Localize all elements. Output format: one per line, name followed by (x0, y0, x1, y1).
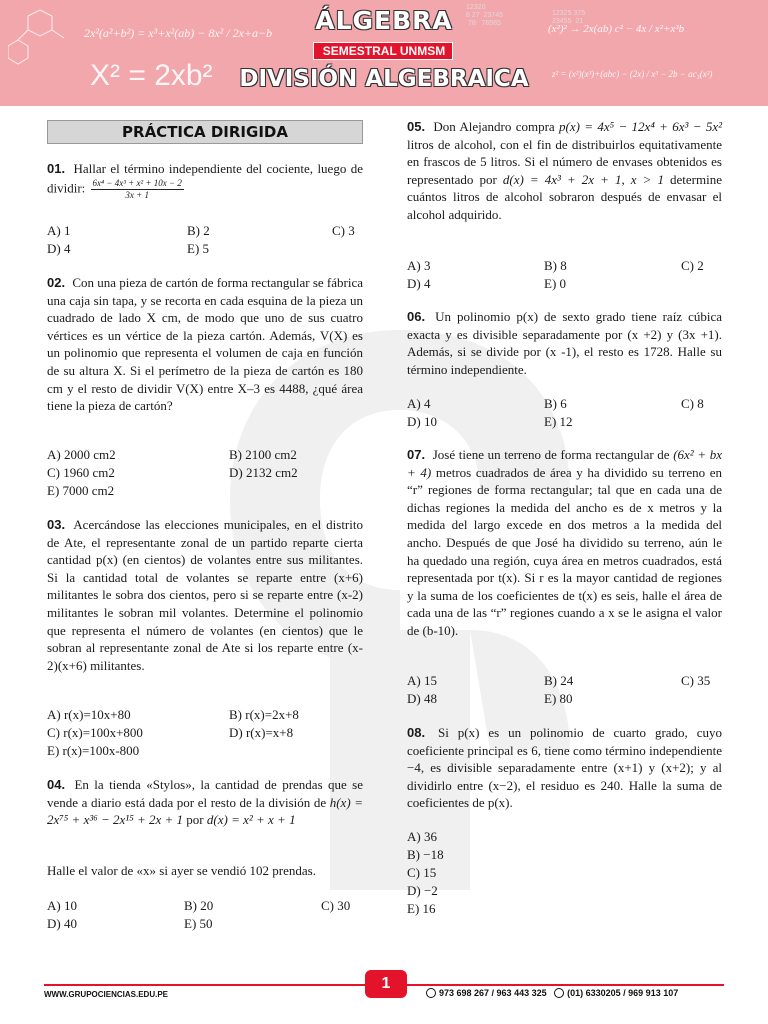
math-expression: h(x) = 2x⁷⁵ + x³⁶ − 2x¹⁵ + 2x + 1 (47, 794, 364, 828)
math-expression: d(x) = x² + x + 1 (206, 812, 296, 828)
option-e: E) 16 (407, 901, 436, 916)
option-d: D) 4 (407, 276, 431, 291)
option-e: E) 5 (187, 241, 210, 256)
question-03 (47, 516, 363, 674)
course-badge (313, 42, 453, 60)
question-text: Acercándose las elecciones municipales, en el distrito de Ate, el representante zonal de un partido reparte cierta cantidad p(x) (en cientos) de volantes entre sus militantes. Si la cantidad total de volantes se reparte entre (x+6) militantes le sobra dos cientos, pero si se reparte entre (x-2) militantes le sobran mil volantes. Determine el polinomio que representa el número de volantes (en cientos) que le sobran al representante zonal de Ate si los reparte entre (x-2)(x+6) militantes. (47, 517, 363, 673)
option-e: E) 12 (544, 414, 573, 429)
option-c: C) 8 (681, 396, 704, 411)
question-08 (407, 724, 722, 812)
option-b: B) −18 (407, 847, 444, 862)
fraction-denominator: 3x + 1 (125, 189, 149, 200)
decorative-formula: z² = (x²)(x³)+(abc) − (2x) / x³ − 2b − ac₃(x²) (552, 69, 713, 79)
question-04 (47, 776, 363, 829)
option-a: A) r(x)=10x+80 (47, 707, 131, 722)
section-title: PRÁCTICA DIRIGIDA (47, 120, 363, 144)
option-b: B) 24 (544, 673, 574, 688)
question-text: determine cuántos litros de alcohol sobraron después de envasar el alcohol adquirido. (407, 171, 723, 222)
option-a: A) 15 (407, 673, 437, 688)
question-text: Con una pieza de cartón de forma rectangular se fábrica una caja sin tapa, y se recorta en cada esquina de la pieza un cuadrado de lado X cm, de modo que uno de sus cuatro vértices es un vértice de la pieza cartón. Además, V(X) es un polinomio que representa el volumen de caja en función de su altura X. Si el perímetro de la pieza de cartón es 180 cm y el resto de dividir V(X) entre X–3 es 4488, ¿qué área tiene la pieza de cartón? (47, 275, 364, 414)
math-expression: p(x) = 4x⁵ − 12x⁴ + 6x³ − 5x² (559, 119, 723, 134)
option-d: D) 40 (47, 916, 77, 931)
option-c: C) 3 (332, 223, 355, 238)
option-c: C) 15 (407, 865, 437, 880)
question-01 (47, 160, 363, 201)
question-number: 07. (407, 447, 426, 462)
option-b: B) 2 (187, 223, 210, 238)
option-e: E) 0 (544, 276, 567, 291)
question-04-prompt (47, 862, 363, 880)
option-b: B) 8 (544, 258, 567, 273)
option-d: D) 48 (407, 691, 437, 706)
option-b: B) 20 (184, 898, 214, 913)
question-text: Un polinomio p(x) de sexto grado tiene raíz cúbica exacta y es divisible separadamente por (x +2) y (3x +1). Además, si se divide por (x -1), el resto es 1728. Halle su término independiente. (407, 309, 722, 377)
option-b: B) r(x)=2x+8 (229, 707, 299, 722)
option-a: A) 4 (407, 396, 431, 411)
course-label: SEMESTRAL UNMSM (322, 44, 446, 58)
option-a: A) 36 (407, 829, 437, 844)
option-e: E) 80 (544, 691, 573, 706)
decorative-numbers: 12325 375 23455 21 (552, 10, 586, 25)
math-expression: d(x) = 4x³ + 2x + 1, x > 1 (502, 171, 664, 187)
question-number: 04. (47, 777, 66, 792)
option-d: D) 4 (47, 241, 71, 256)
option-e: E) 7000 cm2 (47, 483, 115, 498)
question-text: Hallar el término independiente del cociente, luego de dividir: (47, 161, 363, 196)
question-text: metros cuadrados de área y ha dividido su terreno en “r” regiones de forma rectangular; tal que en cada una de dichas regiones la medida del ancho es de x metros y la medida del largo excede en dos metros a la medida del ancho. Después de que José ha dividido su terreno, aún le ha quedado una región, cuya área en metros cuadrados, está representada por t(x). Si r es la mayor cantidad de regiones y la suma de los coeficientes de t(x) es seis, halle el área de cada una de las “r” regiones cuando a x se le asigna el valor de (b-10). (407, 464, 723, 638)
fraction (91, 178, 184, 201)
question-number: 03. (47, 517, 66, 532)
question-text: En la tienda «Stylos», la cantidad de prendas que se vende a diario está dada por el resto de la división de (47, 777, 364, 810)
phone-icon (554, 988, 564, 998)
question-02 (47, 274, 363, 415)
question-text: Si p(x) es un polinomio de cuarto grado, cuyo coeficiente principal es 6, tiene como término independiente −4, es divisible separadamente entre (x+1) y (x+2); y al dividirlo entre (x−2), el residuo es 240. Halle la suma de coeficientes de p(x). (407, 725, 722, 811)
option-c: C) 1960 cm2 (47, 465, 115, 480)
option-d: D) r(x)=x+8 (229, 725, 294, 740)
question-number: 02. (47, 275, 66, 290)
option-e: E) 50 (184, 916, 213, 931)
footer-contacts (426, 988, 678, 998)
option-b: B) 2100 cm2 (229, 447, 297, 462)
question-number: 06. (407, 309, 426, 324)
option-d: D) −2 (407, 883, 438, 898)
option-b: B) 6 (544, 396, 567, 411)
decorative-formula: (x²)² → 2x(ab) c² − 4x / x²+x³b (548, 23, 685, 35)
question-05 (407, 118, 722, 224)
question-number: 05. (407, 119, 426, 134)
landline-numbers: (01) 6330205 / 969 913 107 (567, 988, 679, 998)
page-header (0, 0, 768, 106)
option-c: C) 30 (321, 898, 351, 913)
website-link[interactable]: WWW.GRUPOCIENCIAS.EDU.PE (44, 990, 169, 999)
page-number: 1 (365, 970, 407, 998)
option-d: D) 10 (407, 414, 437, 429)
option-d: D) 2132 cm2 (229, 465, 298, 480)
subject-title: ÁLGEBRA (315, 6, 453, 35)
option-a: A) 3 (407, 258, 431, 273)
question-text: Halle el valor de «x» si ayer se vendió 102 prendas. (47, 863, 316, 878)
question-text: Don Alejandro compra (433, 119, 555, 134)
option-a: A) 10 (47, 898, 77, 913)
question-text: por (186, 812, 204, 828)
decorative-formula: 2x²(a²+b²) = x³+x²(ab) − 8x² / 2x+a−b (84, 26, 273, 40)
phone-numbers: 973 698 267 / 963 443 325 (439, 988, 547, 998)
question-text: litros de alcohol, con el fin de distribuirlos equitativamente en frascos de 5 litros. Si el número de envases obtenidos es representado por (407, 136, 722, 187)
option-c: C) r(x)=100x+800 (47, 725, 143, 740)
option-c: C) 35 (681, 673, 711, 688)
whatsapp-icon (426, 988, 436, 998)
question-number: 08. (407, 725, 426, 740)
question-number: 01. (47, 161, 66, 176)
question-07 (407, 446, 722, 640)
option-a: A) 2000 cm2 (47, 447, 116, 462)
option-c: C) 2 (681, 258, 704, 273)
question-06 (407, 308, 722, 378)
decorative-numbers: 12320 8 27 23745 78 76565 (466, 4, 503, 27)
fraction-numerator: 6x⁴ − 4x³ + x² + 10x − 2 (92, 177, 182, 188)
option-a: A) 1 (47, 223, 71, 238)
question-text: José tiene un terreno de forma rectangular de (432, 447, 670, 462)
topic-title: DIVISIÓN ALGEBRAICA (239, 66, 529, 92)
math-expression: (6x² + bx + 4) (407, 447, 722, 480)
option-e: E) r(x)=100x-800 (47, 743, 140, 758)
decorative-formula: X² = 2xb² (90, 59, 213, 92)
